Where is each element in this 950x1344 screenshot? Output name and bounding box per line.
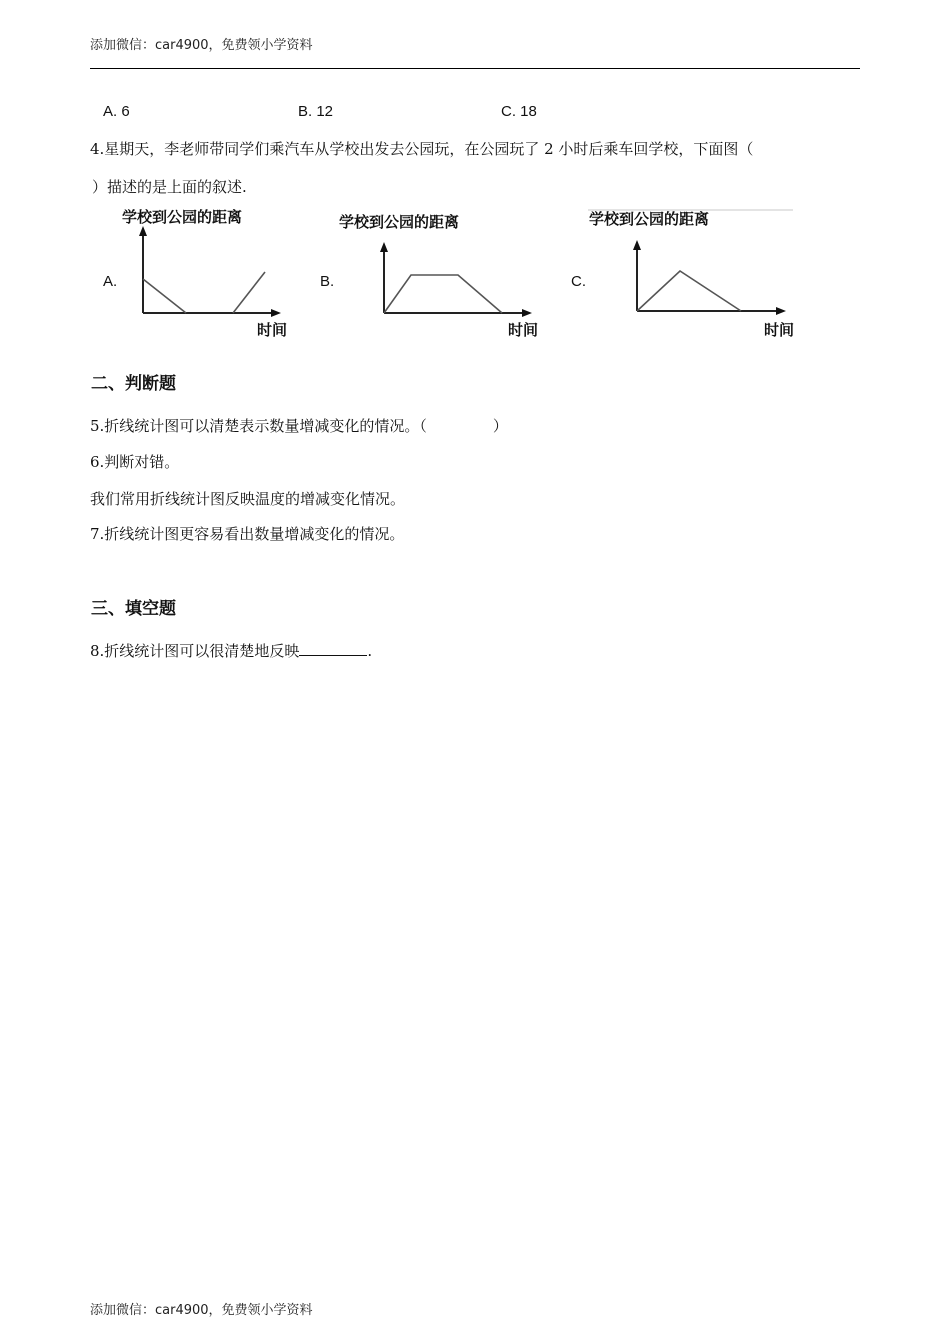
graph-c-x-arrow	[776, 307, 786, 315]
q8-question	[90, 640, 372, 661]
q4-text-line1: 4.星期天，李老师带同学们乘汽车从学校出发去公园玩，在公园玩了 2 小时后乘车回学校，下面图（	[90, 140, 754, 158]
q5-close-paren: ）	[492, 417, 508, 435]
q6-statement: 我们常用折线统计图反映温度的增减变化情况。	[90, 490, 406, 508]
section2-heading: 二、判断题	[91, 374, 176, 394]
graph-c-title: 学校到公园的距离	[589, 210, 710, 228]
graph-b-y-arrow	[380, 242, 388, 252]
section3-heading: 三、填空题	[91, 599, 176, 619]
q4-text-line2: ）描述的是上面的叙述.	[92, 178, 247, 196]
graph-a-x-arrow	[271, 309, 281, 317]
graph-c-y-arrow	[633, 240, 641, 250]
graph-b-title: 学校到公园的距离	[339, 213, 460, 231]
page-header: 添加微信：car4900，免费领小学资料	[90, 38, 313, 53]
graph-a-line-back	[233, 272, 265, 313]
graph-a	[115, 202, 295, 347]
graph-a-line-out	[143, 279, 186, 313]
q3-option-c: C. 18	[501, 103, 537, 120]
q4-option-a-label: A.	[103, 273, 118, 290]
q8-period: .	[367, 642, 373, 660]
graph-b-x-arrow	[522, 309, 532, 317]
page-footer: 添加微信：car4900，免费领小学资料	[90, 1303, 313, 1318]
graph-b	[336, 206, 546, 347]
q4-option-c-label: C.	[571, 273, 586, 290]
q3-option-b: B. 12	[298, 103, 334, 120]
graph-b-xlabel: 时间	[508, 321, 539, 339]
q5-text: 5.折线统计图可以清楚表示数量增减变化的情况。（	[90, 417, 427, 435]
graph-a-xlabel: 时间	[257, 321, 288, 339]
q3-option-a: A. 6	[103, 103, 130, 120]
header-rule	[90, 68, 860, 69]
graph-b-line	[384, 275, 502, 313]
q8-text: 8.折线统计图可以很清楚地反映	[90, 642, 300, 660]
q4-option-b-label: B.	[320, 273, 335, 290]
graph-c-line	[637, 271, 741, 311]
q6-text: 6.判断对错。	[90, 453, 180, 471]
graph-c	[586, 204, 798, 347]
q5-question	[90, 415, 508, 436]
graph-a-y-arrow	[139, 226, 147, 236]
q7-text: 7.折线统计图更容易看出数量增减变化的情况。	[90, 525, 405, 543]
graph-a-title: 学校到公园的距离	[122, 208, 243, 226]
graph-c-xlabel: 时间	[764, 321, 795, 339]
q8-answer-blank	[299, 641, 367, 656]
